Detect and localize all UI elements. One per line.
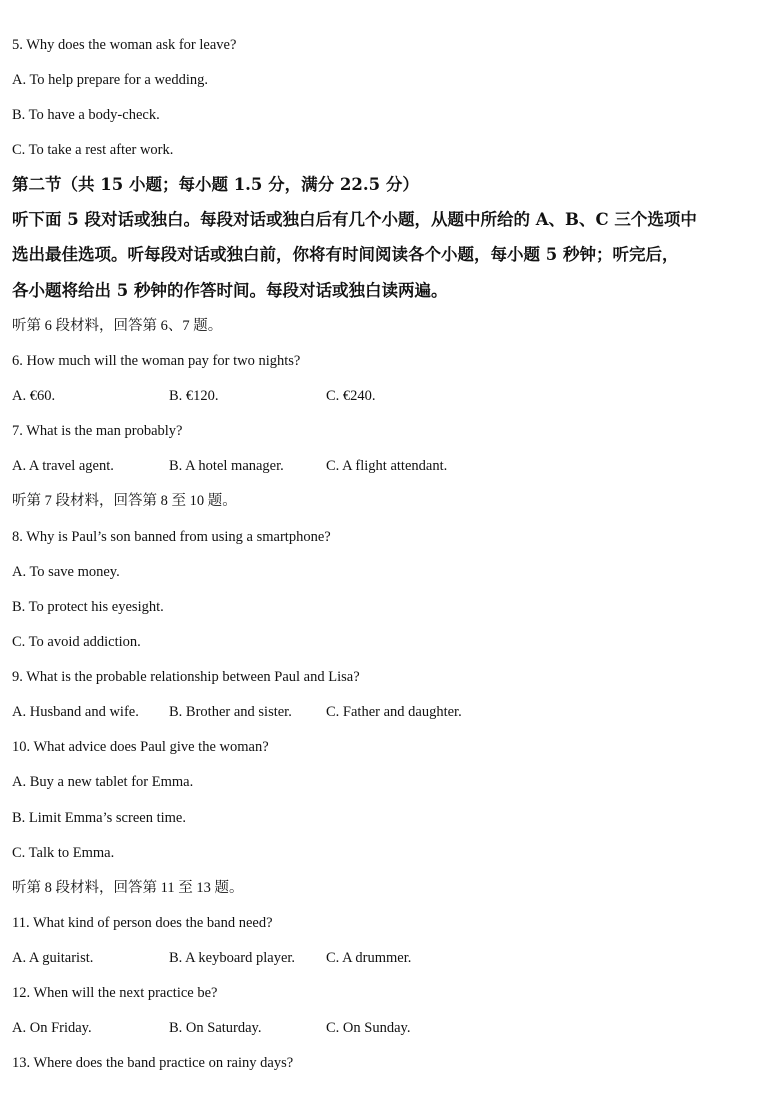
instructions-line-2: 选出最佳选项。听每段对话或独白前，你将有时间阅读各个小题，每小题 5 秒钟；听完后，: [12, 245, 679, 264]
instructions-line-1: 听下面 5 段对话或独白。每段对话或独白后有几个小题，从题中所给的 A、B、C 三个选项中: [12, 210, 697, 229]
question-6: 6. How much will the woman pay for two nights?: [12, 353, 301, 369]
question-8: 8. Why is Paul’s son banned from using a smartphone?: [12, 529, 331, 545]
q10-option-c: C. Talk to Emma.: [12, 845, 115, 861]
q9-option-c: C. Father and daughter.: [326, 704, 462, 720]
question-13: 13. Where does the band practice on rainy days?: [12, 1055, 294, 1071]
q12-option-b: B. On Saturday.: [169, 1020, 262, 1036]
q8-option-b: B. To protect his eyesight.: [12, 599, 164, 615]
q6-options: [12, 386, 752, 406]
q11-options: [12, 948, 752, 968]
question-7: 7. What is the man probably?: [12, 423, 183, 439]
q11-option-b: B. A keyboard player.: [169, 950, 296, 966]
question-9: 9. What is the probable relationship between Paul and Lisa?: [12, 669, 360, 685]
q12-options: [12, 1018, 752, 1038]
instructions-line-3: 各小题将给出 5 秒钟的作答时间。每段对话或独白读两遍。: [12, 281, 448, 300]
q6-option-a: A. €60.: [12, 388, 56, 404]
q8-option-c: C. To avoid addiction.: [12, 634, 141, 650]
q11-option-a: A. A guitarist.: [12, 950, 94, 966]
q9-option-b: B. Brother and sister.: [169, 704, 292, 720]
q7-option-b: B. A hotel manager.: [169, 458, 284, 474]
q9-option-a: A. Husband and wife.: [12, 704, 139, 720]
passage-8-intro: 听第 8 段材料，回答第 11 至 13 题。: [12, 880, 244, 896]
q9-options: [12, 702, 752, 722]
q10-option-b: B. Limit Emma’s screen time.: [12, 810, 186, 826]
question-10: 10. What advice does Paul give the woman?: [12, 739, 269, 755]
q11-option-c: C. A drummer.: [326, 950, 412, 966]
q5-option-a: A. To help prepare for a wedding.: [12, 72, 209, 88]
q6-option-c: C. €240.: [326, 388, 376, 404]
q7-option-a: A. A travel agent.: [12, 458, 114, 474]
q5-option-c: C. To take a rest after work.: [12, 142, 174, 158]
question-12: 12. When will the next practice be?: [12, 985, 218, 1001]
q6-option-b: B. €120.: [169, 388, 219, 404]
q12-option-c: C. On Sunday.: [326, 1020, 411, 1036]
q5-option-b: B. To have a body-check.: [12, 107, 160, 123]
q7-option-c: C. A flight attendant.: [326, 458, 448, 474]
q10-option-a: A. Buy a new tablet for Emma.: [12, 774, 194, 790]
q7-options: [12, 456, 752, 476]
section-heading: 第二节（共 15 小题；每小题 1.5 分，满分 22.5 分）: [12, 175, 419, 194]
q12-option-a: A. On Friday.: [12, 1020, 92, 1036]
passage-6-intro: 听第 6 段材料，回答第 6、7 题。: [12, 318, 223, 334]
question-11: 11. What kind of person does the band need?: [12, 915, 273, 931]
question-5: 5. Why does the woman ask for leave?: [12, 37, 237, 53]
q8-option-a: A. To save money.: [12, 564, 120, 580]
passage-7-intro: 听第 7 段材料，回答第 8 至 10 题。: [12, 493, 237, 509]
